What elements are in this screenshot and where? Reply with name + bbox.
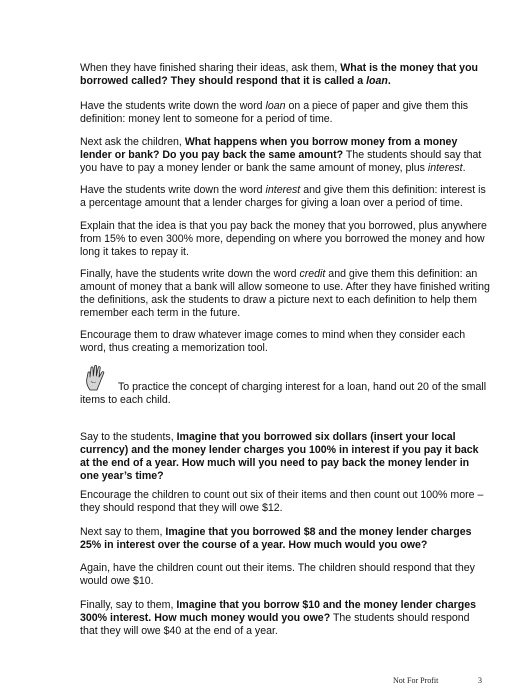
text-run: interest: [265, 184, 301, 196]
text-run: and give them this definition: interest is a percentage amount that a lender charges for giving a loan over a period of time.: [80, 184, 486, 209]
paragraph-loan-question: [80, 62, 490, 88]
paragraph-ten-dollars: [80, 599, 490, 638]
text-run: and give them this definition: an amount of money that a bank will allow someone to use. After they have finished writing the definitions, ask the students to draw a picture next to each definition to help them remember each term in the future.: [80, 268, 490, 319]
text-run: What happens when you borrow money from a money lender or bank? Do you pay back the same amount?: [80, 136, 458, 161]
text-run: .: [462, 162, 466, 174]
paragraph-eight-dollars: [80, 526, 490, 552]
paragraph-interest-definition: [80, 184, 490, 210]
text-run: Again, have the children count out their items. The children should respond that they would owe $10.: [80, 562, 475, 587]
paragraph-credit-definition: [80, 268, 490, 320]
text-run: Finally, say to them,: [80, 599, 177, 611]
text-run: When they have finished sharing their ideas, ask them,: [80, 62, 341, 74]
text-run: Have the students write down the word: [80, 100, 266, 112]
text-run: Next say to them,: [80, 526, 166, 538]
paragraph-count-again: [80, 562, 490, 588]
text-run: Say to the students,: [80, 431, 177, 443]
paragraph-loan-definition: [80, 100, 490, 126]
paragraph-practice: [80, 381, 490, 407]
paragraph-interest-question: [80, 136, 490, 175]
text-run: Finally, have the students write down the word: [80, 268, 300, 280]
text-run: loan: [265, 100, 286, 112]
text-run: The students should respond that they will owe $40 at the end of a year.: [80, 612, 470, 637]
text-run: Imagine that you borrow $10 and the money lender charges 300% interest. How much money would you owe?: [80, 599, 477, 624]
text-run: The students should say that you have to pay a money lender or bank the same amount of money, plus: [80, 149, 482, 174]
paragraph-six-dollars: [80, 431, 490, 483]
page-number: 3: [478, 676, 482, 685]
paragraph-count-items: [80, 489, 490, 515]
paragraph-explanation: [80, 220, 490, 259]
text-run: Have the students write down the word: [80, 184, 266, 196]
text-run: Encourage them to draw whatever image comes to mind when they consider each word, thus creating a memorization tool.: [80, 329, 466, 354]
text-run: loan: [366, 75, 388, 87]
paragraph-memorization: [80, 329, 490, 355]
text-run: on a piece of paper and give them this definition: money lent to someone for a period of time.: [80, 100, 469, 125]
text-run: interest: [427, 162, 463, 174]
text-run: What is the money that you borrowed called? They should respond that it is called a: [80, 62, 479, 87]
text-run: Imagine that you borrowed $8 and the money lender charges 25% in interest over the course of a year. How much would you owe?: [80, 526, 472, 551]
text-run: .: [387, 75, 391, 87]
text-run: Encourage the children to count out six of their items and then count out 100% more – they should respond that they will owe $12.: [80, 489, 484, 514]
text-run: Explain that the idea is that you pay back the money that you borrowed, plus anywhere from 15% to even 300% more, depending on where you borrowed the money and how long it takes to repay it.: [80, 220, 487, 258]
text-run: credit: [299, 268, 326, 280]
footer-label: Not For Profit: [393, 676, 439, 685]
text-run: To practice the concept of charging interest for a loan, hand out 20 of the small items to each child.: [80, 381, 487, 406]
text-run: Next ask the children,: [80, 136, 185, 148]
text-run: Imagine that you borrowed six dollars (insert your local currency) and the money lender charges you 100% in interest if you pay it back at the end of a year. How much will you need to pay back the money lender in one year’s time?: [80, 431, 479, 482]
